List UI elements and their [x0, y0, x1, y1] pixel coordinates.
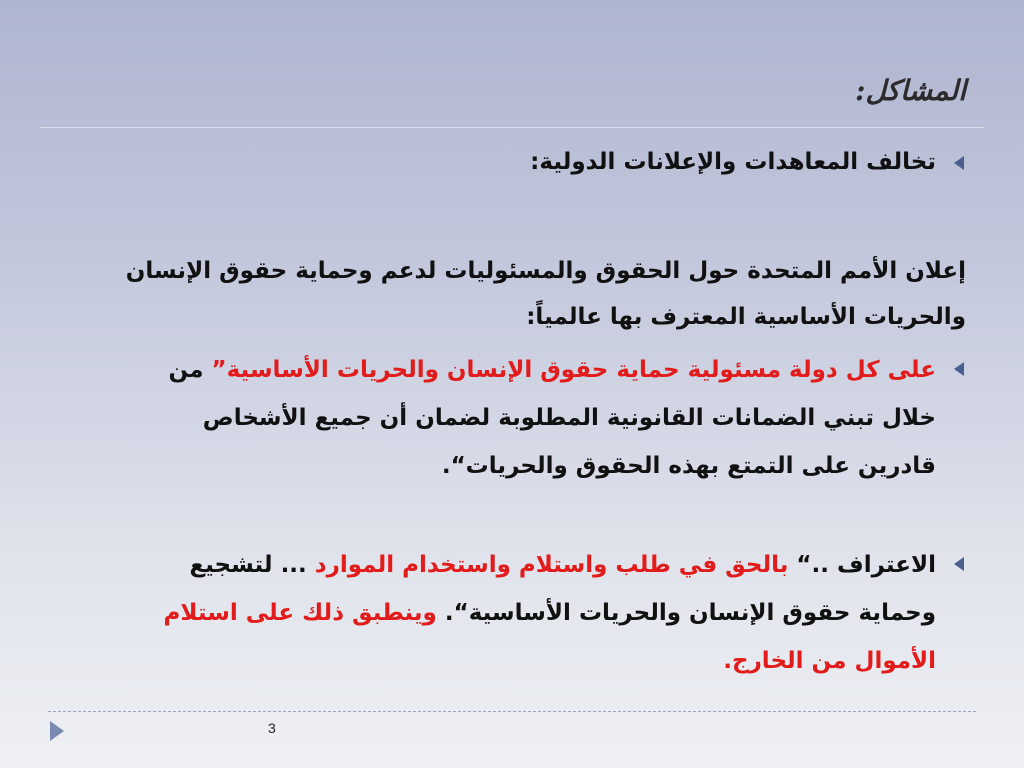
- play-arrow-icon[interactable]: [50, 721, 64, 741]
- bullet-1-text: تخالف المعاهدات والإعلانات الدولية:: [530, 149, 936, 175]
- bullet-3-highlight-2: وينطبق ذلك على استلام: [163, 600, 437, 626]
- bullet-3: [56, 541, 936, 685]
- title-divider: [40, 127, 984, 128]
- declaration-paragraph: [46, 248, 966, 340]
- bullet-2-line-1: [56, 346, 936, 394]
- paragraph-line-2: والحريات الأساسية المعترف بها عالمياً:: [526, 304, 966, 330]
- triangle-bullet-icon: [954, 156, 964, 170]
- bullet-2-line-1-tail: من: [168, 357, 212, 383]
- page-number: 3: [268, 720, 276, 736]
- bullet-2-line-2: خلال تبني الضمانات القانونية المطلوبة لضمان أن جميع الأشخاص: [202, 405, 936, 431]
- slide-title: المشاكل:: [855, 74, 966, 107]
- bullet-3-line-2: [56, 589, 936, 637]
- bullet-3-line-2-start: وحماية حقوق الإنسان والحريات الأساسية“.: [436, 600, 936, 626]
- bullet-2: [56, 346, 936, 490]
- bullet-3-line-3: الأموال من الخارج.: [723, 648, 936, 674]
- triangle-bullet-icon: [954, 557, 964, 571]
- bullet-2-highlight: على كل دولة مسئولية حماية حقوق الإنسان والحريات الأساسية”: [211, 357, 936, 383]
- footer-divider: [48, 711, 976, 712]
- paragraph-line-1: إعلان الأمم المتحدة حول الحقوق والمسئوليات لدعم وحماية حقوق الإنسان: [125, 258, 966, 284]
- triangle-bullet-icon: [954, 362, 964, 376]
- bullet-3-line-1-start: الاعتراف ..“: [788, 552, 936, 578]
- bullet-2-line-3: قادرين على التمتع بهذه الحقوق والحريات“.: [441, 453, 936, 479]
- bullet-3-highlight-1: بالحق في طلب واستلام واستخدام الموارد: [314, 552, 789, 578]
- bullet-3-line-1-end: ... لتشجيع: [189, 552, 315, 578]
- bullet-3-line-1: [56, 541, 936, 589]
